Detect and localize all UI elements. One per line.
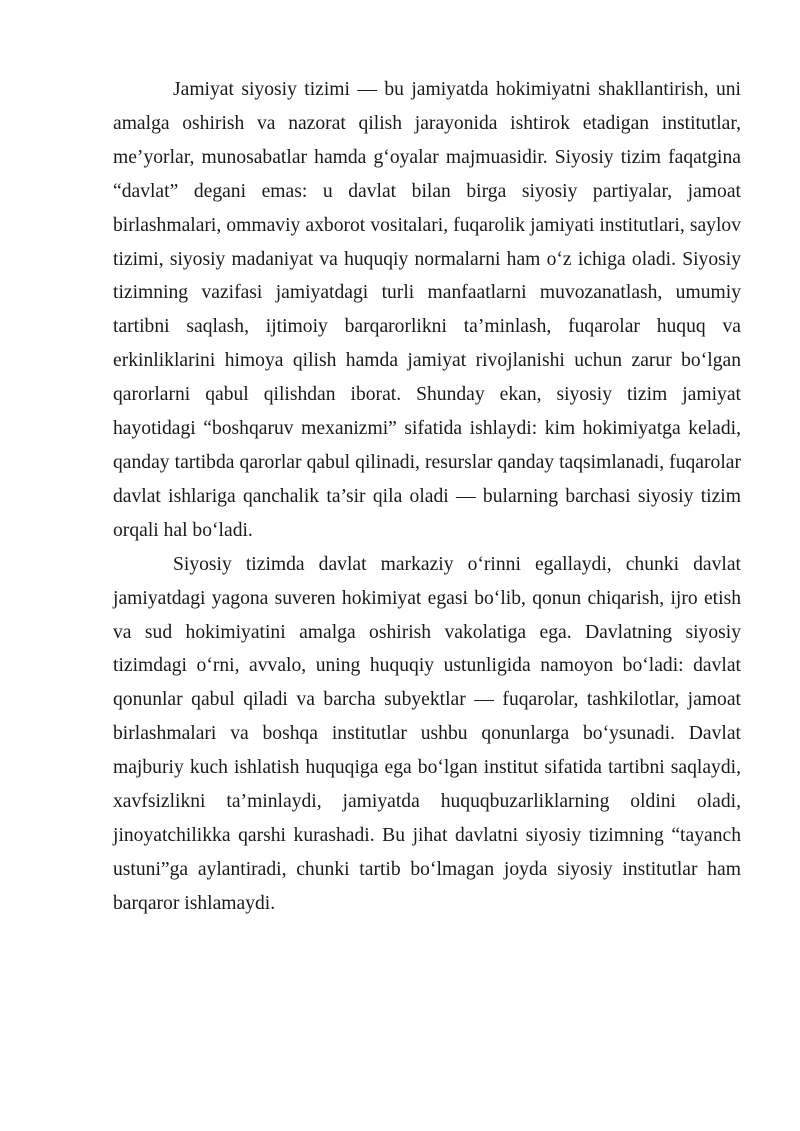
body-text: [113, 73, 741, 921]
paragraph-state-role: Siyosiy tizimda davlat markaziy o‘rinni egallaydi, chunki davlat jamiyatdagi yagona suveren hokimiyat egasi bo‘lib, qonun chiqarish, ijro etish va sud hokimiyatini amalga oshirish vakolatiga ega. Davlatning siyosiy tizimdagi o‘rni, avvalo, uning huquqiy ustunligida namoyon bo‘ladi: davlat qonunlar qabul qiladi va barcha subyektlar — fuqarolar, tashkilotlar, jamoat birlashmalari va boshqa institutlar ushbu qonunlarga bo‘ysunadi. Davlat majburiy kuch ishlatish huquqiga ega bo‘lgan institut sifatida tartibni saqlaydi, xavfsizlikni ta’minlaydi, jamiyatda huquqbuzarliklarning oldini oladi, jinoyatchilikka qarshi kurashadi. Bu jihat davlatni siyosiy tizimning “tayanch ustuni”ga aylantiradi, chunki tartib bo‘lmagan joyda siyosiy institutlar ham barqaror ishlamaydi.: [113, 553, 741, 914]
paragraph-political-system: Jamiyat siyosiy tizimi — bu jamiyatda hokimiyatni shakllantirish, uni amalga oshirish va nazorat qilish jarayonida ishtirok etadigan institutlar, me’yorlar, munosabatlar hamda g‘oyalar majmuasidir. Siyosiy tizim faqatgina “davlat” degani emas: u davlat bilan birga siyosiy partiyalar, jamoat birlashmalari, ommaviy axborot vositalari, fuqarolik jamiyati institutlari, saylov tizimi, siyosiy madaniyat va huquqiy normalarni ham o‘z ichiga oladi. Siyosiy tizimning vazifasi jamiyatdagi turli manfaatlarni muvozanatlash, umumiy tartibni saqlash, ijtimoiy barqarorlikni ta’minlash, fuqarolar huquq va erkinliklarini himoya qilish hamda jamiyat rivojlanishi uchun zarur bo‘lgan qarorlarni qabul qilishdan iborat. Shunday ekan, siyosiy tizim jamiyat hayotidagi “boshqaruv mexanizmi” sifatida ishlaydi: kim hokimiyatga keladi, qanday tartibda qarorlar qabul qilinadi, resurslar qanday taqsimlanadi, fuqarolar davlat ishlariga qanchalik ta’sir qila oladi — bularning barchasi siyosiy tizim orqali hal bo‘ladi.: [113, 79, 741, 541]
